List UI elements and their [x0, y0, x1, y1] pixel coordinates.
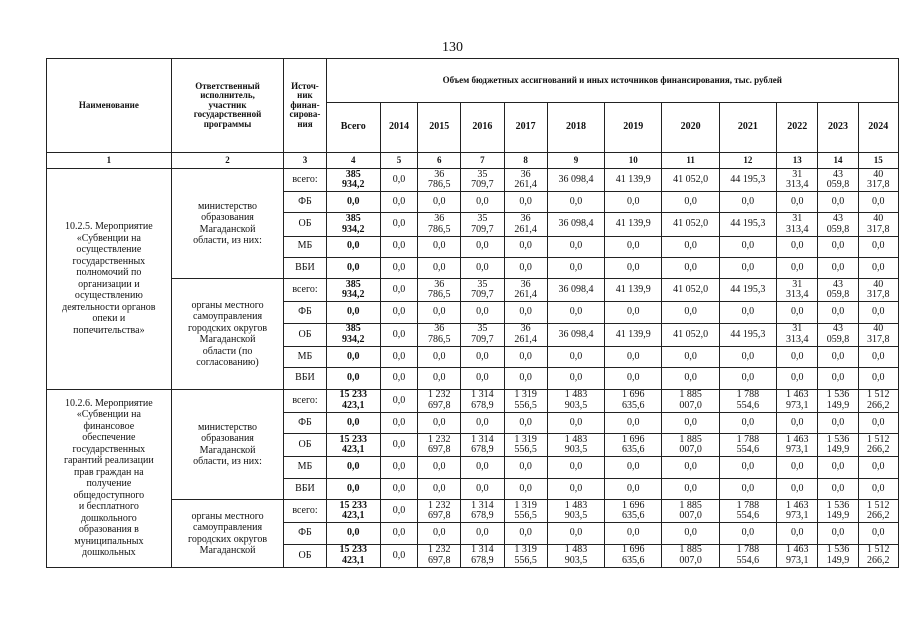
- value-year: 0,0: [858, 478, 898, 499]
- value-year: 41 139,9: [605, 323, 662, 346]
- value-year: 0,0: [418, 257, 461, 278]
- value-year: 0,0: [418, 457, 461, 478]
- value-year: 0,0: [461, 346, 504, 367]
- table-row: [47, 389, 899, 412]
- value-year: 1 696 635,6: [605, 500, 662, 523]
- value-year: 31 313,4: [777, 169, 818, 192]
- header-year: 2016: [461, 103, 504, 153]
- value-year: 0,0: [719, 192, 776, 213]
- column-number: 12: [719, 153, 776, 169]
- value-year: 41 052,0: [662, 323, 719, 346]
- value-year: 0,0: [605, 192, 662, 213]
- value-year: 1 885 007,0: [662, 434, 719, 457]
- value-year: 0,0: [818, 523, 858, 544]
- column-number: 15: [858, 153, 898, 169]
- value-year: 40 317,8: [858, 323, 898, 346]
- value-year: 0,0: [380, 236, 417, 257]
- funding-source: МБ: [284, 457, 326, 478]
- value-year: 0,0: [380, 279, 417, 302]
- value-year: 0,0: [547, 478, 604, 499]
- value-year: 31 313,4: [777, 279, 818, 302]
- funding-source: ВБИ: [284, 257, 326, 278]
- column-number: 7: [461, 153, 504, 169]
- responsible-executor: органы местного самоуправления городских округов Магаданской: [171, 500, 284, 568]
- value-year: 0,0: [380, 500, 417, 523]
- value-year: 0,0: [380, 544, 417, 567]
- value-year: 36 098,4: [547, 213, 604, 236]
- value-year: 0,0: [380, 457, 417, 478]
- value-year: 0,0: [719, 257, 776, 278]
- value-year: 0,0: [858, 457, 898, 478]
- value-year: 1 319 556,5: [504, 500, 547, 523]
- value-year: 1 536 149,9: [818, 434, 858, 457]
- value-year: 0,0: [719, 302, 776, 323]
- value-year: 0,0: [504, 457, 547, 478]
- value-year: 0,0: [461, 457, 504, 478]
- value-year: 0,0: [858, 257, 898, 278]
- value-year: 0,0: [380, 368, 417, 389]
- column-number: 10: [605, 153, 662, 169]
- value-year: 1 319 556,5: [504, 544, 547, 567]
- value-year: 0,0: [818, 412, 858, 433]
- header-name: Наименование: [47, 59, 172, 153]
- value-year: 0,0: [418, 192, 461, 213]
- value-year: 0,0: [719, 236, 776, 257]
- value-year: 0,0: [858, 523, 898, 544]
- funding-source: МБ: [284, 236, 326, 257]
- column-number: 4: [326, 153, 380, 169]
- value-total: 15 233 423,1: [326, 389, 380, 412]
- value-year: 44 195,3: [719, 279, 776, 302]
- value-year: 0,0: [380, 478, 417, 499]
- value-year: 36 098,4: [547, 279, 604, 302]
- column-number: 9: [547, 153, 604, 169]
- funding-source: ФБ: [284, 523, 326, 544]
- column-number: 14: [818, 153, 858, 169]
- value-year: 35 709,7: [461, 323, 504, 346]
- value-year: 1 788 554,6: [719, 434, 776, 457]
- value-year: 43 059,8: [818, 169, 858, 192]
- value-year: 0,0: [818, 368, 858, 389]
- value-year: 1 696 635,6: [605, 434, 662, 457]
- value-year: 0,0: [818, 346, 858, 367]
- funding-source: ВБИ: [284, 368, 326, 389]
- funding-source: всего:: [284, 279, 326, 302]
- value-year: 0,0: [504, 192, 547, 213]
- value-year: 43 059,8: [818, 279, 858, 302]
- column-number: 13: [777, 153, 818, 169]
- value-year: 0,0: [380, 523, 417, 544]
- funding-source: ФБ: [284, 412, 326, 433]
- table-row: [47, 279, 899, 302]
- value-year: 0,0: [605, 457, 662, 478]
- measure-name: 10.2.5. Мероприятие «Субвенции на осуществление государственных полномочий по организации и осуществлению деятельности органов опеки и попечительства»: [47, 169, 172, 390]
- value-year: 0,0: [662, 478, 719, 499]
- value-year: 0,0: [719, 478, 776, 499]
- value-year: 0,0: [858, 302, 898, 323]
- value-year: 0,0: [461, 523, 504, 544]
- value-year: 0,0: [418, 346, 461, 367]
- value-total: 385 934,2: [326, 323, 380, 346]
- value-year: 0,0: [547, 302, 604, 323]
- header-year: 2019: [605, 103, 662, 153]
- value-year: 0,0: [461, 192, 504, 213]
- header-year: 2020: [662, 103, 719, 153]
- value-year: 1 885 007,0: [662, 389, 719, 412]
- value-year: 1 536 149,9: [818, 544, 858, 567]
- funding-source: МБ: [284, 346, 326, 367]
- header-year: 2021: [719, 103, 776, 153]
- value-total: 0,0: [326, 346, 380, 367]
- value-year: 0,0: [461, 478, 504, 499]
- value-total: 385 934,2: [326, 279, 380, 302]
- header-year: 2022: [777, 103, 818, 153]
- value-year: 0,0: [662, 346, 719, 367]
- value-year: 0,0: [605, 478, 662, 499]
- value-year: 0,0: [380, 302, 417, 323]
- value-year: 0,0: [504, 236, 547, 257]
- value-year: 0,0: [547, 523, 604, 544]
- value-year: 0,0: [418, 412, 461, 433]
- value-year: 0,0: [662, 192, 719, 213]
- value-year: 1 314 678,9: [461, 500, 504, 523]
- value-year: 0,0: [504, 257, 547, 278]
- value-year: 44 195,3: [719, 323, 776, 346]
- value-year: 1 696 635,6: [605, 389, 662, 412]
- value-year: 0,0: [504, 368, 547, 389]
- value-year: 1 319 556,5: [504, 389, 547, 412]
- value-year: 1 536 149,9: [818, 389, 858, 412]
- header-year: 2024: [858, 103, 898, 153]
- page-number: 130: [442, 40, 463, 55]
- value-total: 0,0: [326, 192, 380, 213]
- value-year: 40 317,8: [858, 213, 898, 236]
- column-number: 3: [284, 153, 326, 169]
- value-year: 0,0: [461, 302, 504, 323]
- value-year: 1 512 266,2: [858, 500, 898, 523]
- value-year: 0,0: [418, 368, 461, 389]
- value-year: 1 696 635,6: [605, 544, 662, 567]
- value-year: 0,0: [777, 192, 818, 213]
- value-year: 0,0: [777, 302, 818, 323]
- value-year: 35 709,7: [461, 169, 504, 192]
- value-year: 0,0: [380, 323, 417, 346]
- value-year: 0,0: [777, 368, 818, 389]
- value-year: 0,0: [719, 523, 776, 544]
- value-year: 0,0: [858, 236, 898, 257]
- value-year: 0,0: [818, 457, 858, 478]
- funding-source: ОБ: [284, 434, 326, 457]
- funding-source: ВБИ: [284, 478, 326, 499]
- value-total: 15 233 423,1: [326, 434, 380, 457]
- value-year: 1 314 678,9: [461, 544, 504, 567]
- value-year: 0,0: [858, 192, 898, 213]
- value-year: 0,0: [605, 368, 662, 389]
- measure-name: 10.2.6. Мероприятие «Субвенции на финансовое обеспечение государственных гарантий реализации прав граждан на получение общедоступного и бесплатного дошкольного образования в муниципальных дошкольных: [47, 389, 172, 567]
- value-year: 40 317,8: [858, 279, 898, 302]
- value-year: 0,0: [605, 236, 662, 257]
- value-year: 0,0: [858, 368, 898, 389]
- value-year: 36 261,4: [504, 323, 547, 346]
- value-year: 0,0: [858, 412, 898, 433]
- value-year: 0,0: [547, 192, 604, 213]
- header-source: Источ- ник финан- сирова- ния: [284, 59, 326, 153]
- responsible-executor: органы местного самоуправления городских округов Магаданской области (по согласованию): [171, 279, 284, 389]
- value-year: 1 512 266,2: [858, 434, 898, 457]
- value-year: 36 786,5: [418, 323, 461, 346]
- value-year: 0,0: [818, 257, 858, 278]
- value-year: 41 052,0: [662, 169, 719, 192]
- funding-source: ФБ: [284, 302, 326, 323]
- value-year: 36 786,5: [418, 169, 461, 192]
- value-year: 1 463 973,1: [777, 434, 818, 457]
- value-year: 0,0: [547, 257, 604, 278]
- value-year: 0,0: [662, 257, 719, 278]
- value-total: 0,0: [326, 523, 380, 544]
- value-year: 0,0: [418, 302, 461, 323]
- value-year: 0,0: [719, 457, 776, 478]
- value-year: 1 463 973,1: [777, 544, 818, 567]
- funding-source: всего:: [284, 500, 326, 523]
- funding-source: всего:: [284, 169, 326, 192]
- value-year: 36 786,5: [418, 213, 461, 236]
- header-year: 2023: [818, 103, 858, 153]
- value-year: 1 788 554,6: [719, 544, 776, 567]
- value-total: 0,0: [326, 457, 380, 478]
- value-year: 1 483 903,5: [547, 389, 604, 412]
- value-year: 0,0: [777, 478, 818, 499]
- funding-source: ОБ: [284, 323, 326, 346]
- value-year: 1 885 007,0: [662, 500, 719, 523]
- value-year: 0,0: [380, 257, 417, 278]
- value-year: 0,0: [777, 523, 818, 544]
- value-year: 0,0: [605, 412, 662, 433]
- funding-source: ФБ: [284, 192, 326, 213]
- responsible-executor: министерство образования Магаданской области, из них:: [171, 389, 284, 499]
- value-total: 15 233 423,1: [326, 500, 380, 523]
- responsible-executor: министерство образования Магаданской области, из них:: [171, 169, 284, 279]
- value-year: 0,0: [380, 169, 417, 192]
- value-year: 1 788 554,6: [719, 500, 776, 523]
- value-year: 0,0: [605, 302, 662, 323]
- value-year: 1 483 903,5: [547, 500, 604, 523]
- value-year: 31 313,4: [777, 213, 818, 236]
- value-year: 0,0: [547, 457, 604, 478]
- header-year: 2015: [418, 103, 461, 153]
- value-total: 15 233 423,1: [326, 544, 380, 567]
- value-total: 0,0: [326, 236, 380, 257]
- header-year: Всего: [326, 103, 380, 153]
- value-year: 0,0: [418, 523, 461, 544]
- table-row: [47, 169, 899, 192]
- value-year: 36 261,4: [504, 279, 547, 302]
- value-year: 0,0: [504, 302, 547, 323]
- value-year: 1 788 554,6: [719, 389, 776, 412]
- budget-table: [46, 58, 899, 568]
- value-year: 0,0: [662, 302, 719, 323]
- value-year: 1 512 266,2: [858, 389, 898, 412]
- value-year: 35 709,7: [461, 213, 504, 236]
- value-year: 0,0: [719, 412, 776, 433]
- value-year: 0,0: [605, 523, 662, 544]
- value-year: 1 885 007,0: [662, 544, 719, 567]
- column-number: 5: [380, 153, 417, 169]
- value-year: 36 098,4: [547, 169, 604, 192]
- value-year: 0,0: [818, 236, 858, 257]
- value-year: 0,0: [547, 412, 604, 433]
- value-year: 0,0: [418, 478, 461, 499]
- value-year: 43 059,8: [818, 323, 858, 346]
- value-year: 0,0: [461, 236, 504, 257]
- value-year: 41 139,9: [605, 279, 662, 302]
- value-year: 1 232 697,8: [418, 389, 461, 412]
- value-year: 0,0: [547, 368, 604, 389]
- value-year: 1 314 678,9: [461, 389, 504, 412]
- value-year: 0,0: [380, 412, 417, 433]
- value-year: 36 786,5: [418, 279, 461, 302]
- value-year: 36 261,4: [504, 169, 547, 192]
- value-year: 0,0: [504, 412, 547, 433]
- value-year: 41 139,9: [605, 213, 662, 236]
- value-year: 1 232 697,8: [418, 500, 461, 523]
- value-year: 1 232 697,8: [418, 434, 461, 457]
- value-year: 0,0: [504, 523, 547, 544]
- column-number: 1: [47, 153, 172, 169]
- value-year: 0,0: [380, 434, 417, 457]
- value-year: 0,0: [818, 192, 858, 213]
- value-year: 0,0: [777, 236, 818, 257]
- value-year: 0,0: [662, 523, 719, 544]
- value-total: 0,0: [326, 412, 380, 433]
- value-year: 0,0: [662, 368, 719, 389]
- value-year: 43 059,8: [818, 213, 858, 236]
- column-number: 2: [171, 153, 284, 169]
- value-total: 0,0: [326, 478, 380, 499]
- value-year: 0,0: [461, 257, 504, 278]
- value-year: 1 463 973,1: [777, 389, 818, 412]
- value-year: 35 709,7: [461, 279, 504, 302]
- value-total: 0,0: [326, 302, 380, 323]
- value-year: 41 139,9: [605, 169, 662, 192]
- value-year: 0,0: [418, 236, 461, 257]
- value-year: 0,0: [547, 236, 604, 257]
- value-year: 1 463 973,1: [777, 500, 818, 523]
- value-year: 0,0: [380, 213, 417, 236]
- value-year: 0,0: [777, 257, 818, 278]
- value-year: 0,0: [504, 346, 547, 367]
- value-total: 385 934,2: [326, 169, 380, 192]
- header-year: 2014: [380, 103, 417, 153]
- value-year: 40 317,8: [858, 169, 898, 192]
- value-year: 0,0: [605, 346, 662, 367]
- value-year: 0,0: [380, 389, 417, 412]
- value-year: 0,0: [818, 302, 858, 323]
- value-year: 1 483 903,5: [547, 434, 604, 457]
- value-year: 1 232 697,8: [418, 544, 461, 567]
- value-year: 0,0: [777, 457, 818, 478]
- value-year: 36 098,4: [547, 323, 604, 346]
- value-year: 1 512 266,2: [858, 544, 898, 567]
- value-total: 385 934,2: [326, 213, 380, 236]
- value-year: 0,0: [662, 236, 719, 257]
- value-year: 0,0: [858, 346, 898, 367]
- value-year: 1 483 903,5: [547, 544, 604, 567]
- header-year: 2018: [547, 103, 604, 153]
- funding-source: ОБ: [284, 213, 326, 236]
- value-year: 0,0: [504, 478, 547, 499]
- column-number: 8: [504, 153, 547, 169]
- value-year: 0,0: [777, 412, 818, 433]
- column-number: 11: [662, 153, 719, 169]
- value-year: 0,0: [777, 346, 818, 367]
- value-year: 0,0: [662, 457, 719, 478]
- value-year: 44 195,3: [719, 169, 776, 192]
- header-year: 2017: [504, 103, 547, 153]
- value-year: 36 261,4: [504, 213, 547, 236]
- value-year: 1 319 556,5: [504, 434, 547, 457]
- funding-source: ОБ: [284, 544, 326, 567]
- value-year: 0,0: [818, 478, 858, 499]
- value-year: 1 536 149,9: [818, 500, 858, 523]
- value-year: 31 313,4: [777, 323, 818, 346]
- value-year: 0,0: [461, 412, 504, 433]
- value-year: 0,0: [380, 192, 417, 213]
- value-year: 0,0: [605, 257, 662, 278]
- value-total: 0,0: [326, 368, 380, 389]
- header-responsible: Ответственный исполнитель, участник государственной программы: [171, 59, 284, 153]
- value-year: 1 314 678,9: [461, 434, 504, 457]
- value-year: 0,0: [461, 368, 504, 389]
- funding-source: всего:: [284, 389, 326, 412]
- value-year: 41 052,0: [662, 279, 719, 302]
- value-year: 0,0: [380, 346, 417, 367]
- table-row: [47, 500, 899, 523]
- value-total: 0,0: [326, 257, 380, 278]
- value-year: 0,0: [719, 368, 776, 389]
- value-year: 0,0: [719, 346, 776, 367]
- value-year: 44 195,3: [719, 213, 776, 236]
- header-volume: Объем бюджетных ассигнований и иных источников финансирования, тыс. рублей: [326, 59, 898, 103]
- value-year: 0,0: [662, 412, 719, 433]
- value-year: 0,0: [547, 346, 604, 367]
- column-number: 6: [418, 153, 461, 169]
- value-year: 41 052,0: [662, 213, 719, 236]
